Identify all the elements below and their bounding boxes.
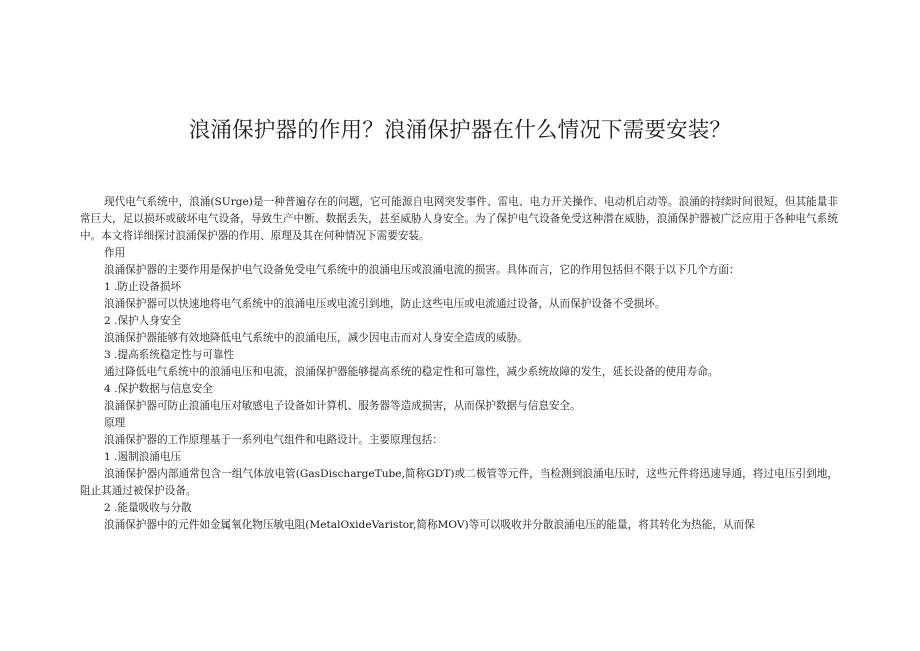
function-item-1-text: 浪涌保护器可以快速地将电气系统中的浪涌电压或电流引到地，防止这些电压或电流通过设备，从而保护设备不受损坏。	[104, 298, 666, 310]
document-body	[80, 194, 838, 534]
section-heading-principle: 原理	[104, 417, 126, 429]
function-item-1-title: 1 .防止设备损坏	[104, 281, 182, 293]
principle-item-1-title: 1 .遏制浪涌电压	[104, 451, 182, 463]
principle-intro: 浪涌保护器的工作原理基于一系列电气组件和电路设计。主要原理包括：	[104, 434, 443, 446]
function-item-4-text: 浪涌保护器可防止浪涌电压对敏感电子设备如计算机、服务器等造成损害，从而保护数据与信息安全。	[104, 400, 581, 412]
function-item-3-text: 通过降低电气系统中的浪涌电压和电流，浪涌保护器能够提高系统的稳定性和可靠性，减少系统故障的发生，延长设备的使用寿命。	[104, 366, 719, 378]
section-heading-function: 作用	[104, 247, 126, 259]
function-intro: 浪涌保护器的主要作用是保护电气设备免受电气系统中的浪涌电压或浪涌电流的损害。具体而言，它的作用包括但不限于以下几个方面：	[104, 264, 740, 276]
principle-item-1-text: 浪涌保护器内部通常包含一组气体放电管(GasDischargeTube,简称GDT)或二极管等元件，当检测到浪涌电压时，这些元件将迅速导通，将过电压引到地，阻止其通过被保护设备。	[80, 468, 838, 497]
principle-item-2-title: 2 .能量吸收与分散	[104, 502, 192, 514]
function-item-3-title: 3 .提高系统稳定性与可靠性	[104, 349, 235, 361]
intro-paragraph: 现代电气系统中，浪涌(SUrge)是一种普遍存在的问题，它可能源自电网突发事件、雷电、电力开关操作、电动机启动等。浪涌的持续时间很短，但其能量非常巨大，足以损坏或破坏电气设备，导致生产中断、数据丢失，甚至威胁人身安全。为了保护电气设备免受这种潜在威胁，浪涌保护器被广泛应用于各种电气系统中。本文将详细探讨浪涌保护器的作用、原理及其在何种情况下需要安装。	[80, 196, 838, 242]
document-title: 浪涌保护器的作用？浪涌保护器在什么情况下需要安装？	[188, 118, 732, 143]
function-item-2-title: 2 .保护人身安全	[104, 315, 182, 327]
principle-item-2-text: 浪涌保护器中的元件如金属氧化物压敏电阻(MetalOxideVaristor,简称MOV)等可以吸收并分散浪涌电压的能量，将其转化为热能，从而保	[104, 519, 755, 531]
function-item-2-text: 浪涌保护器能够有效地降低电气系统中的浪涌电压，减少因电击而对人身安全造成的威胁。	[104, 332, 528, 344]
function-item-4-title: 4 .保护数据与信息安全	[104, 383, 213, 395]
